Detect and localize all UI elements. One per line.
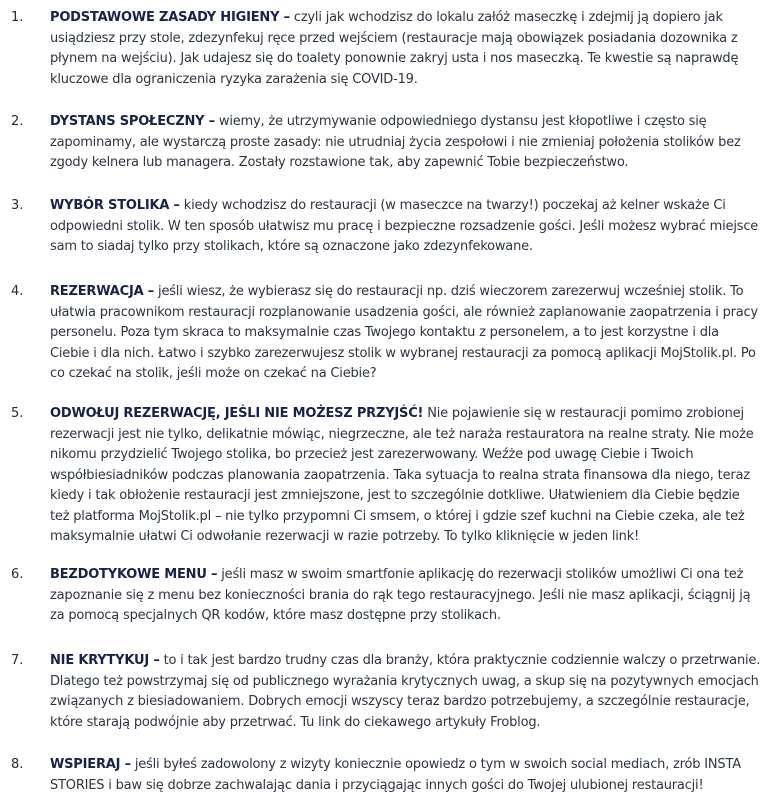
item-title: WSPIERAJ – bbox=[50, 757, 131, 772]
item-number: 5. bbox=[11, 406, 24, 421]
item-text: czyli jak wchodzisz do lokalu załóż maseczkę i zdejmij ją dopiero jak usiądziesz przy stole, zdezynfekuj ręce przed wejściem (restauracje mają obowiązek posiadania dozownika z płynem na wejściu). Jak udajesz się do toalety ponownie zakryj usta i nos maseczką. Te kwestie są naprawdę kluczowe dla ograniczenia ryzyka zarażenia się COVID-19. bbox=[50, 10, 739, 87]
item-text: jeśli byłeś zadowolony z wizyty koniecznie opowiedz o tym w swoich social mediach, zrób INSTA STORIES i baw się dobrze zachwalając dania i przyciągając innych gości do Twojej ulubionej restauracji! bbox=[50, 757, 741, 793]
item-number: 3. bbox=[11, 198, 24, 213]
item-title: DYSTANS SPOŁECZNY – bbox=[50, 114, 215, 129]
item-text: jeśli masz w swoim smartfonie aplikację do rezerwacji stolików umożliwi Ci ona też zapoznanie się z menu bez konieczności brania do rąk tego restauracyjnego. Jeśli nie masz aplikacji, ściągnij ją za pomocą specjalnych QR kodów, które masz dostępne przy stolikach. bbox=[50, 567, 751, 623]
item-body bbox=[50, 651, 762, 733]
item-title: BEZDOTYKOWE MENU – bbox=[50, 567, 218, 582]
item-text: wiemy, że utrzymywanie odpowiedniego dystansu jest kłopotliwe i często się zapominamy, ale wystarczą proste zasady: nie utrudniaj życia zespołowi i nie zmieniaj położenia stolików bez zgody kelnera lub managera. Zostały rozstawione tak, aby zapewnić Tobie bezpieczeństwo. bbox=[50, 114, 741, 170]
item-title: REZERWACJA – bbox=[50, 284, 155, 299]
item-body bbox=[50, 112, 762, 174]
item-title: ODWOŁUJ REZERWACJĘ, JEŚLI NIE MOŻESZ PRZYJŚĆ! bbox=[50, 406, 424, 421]
item-number: 7. bbox=[11, 653, 24, 668]
item-number: 8. bbox=[11, 757, 24, 772]
item-number: 1. bbox=[11, 10, 24, 25]
item-number: 4. bbox=[11, 284, 24, 299]
item-title: WYBÓR STOLIKA – bbox=[50, 198, 180, 213]
item-number: 6. bbox=[11, 567, 24, 582]
item-title: PODSTAWOWE ZASADY HIGIENY – bbox=[50, 10, 290, 25]
item-text: kiedy wchodzisz do restauracji (w maseczce na twarzy!) poczekaj aż kelner wskaże Ci odpowiedni stolik. W ten sposób ułatwisz mu pracę i bezpieczne rozsadzenie gości. Jeśli możesz wybrać miejsce sam to siadaj tylko przy stolikach, które są oznaczone jako zdezynfekowane. bbox=[50, 198, 759, 254]
item-body bbox=[50, 8, 762, 90]
item-text: to i tak jest bardzo trudny czas dla branży, która praktycznie codziennie walczy o przetrwanie. Dlatego też powstrzymaj się od publicznego wyrażania krytycznych uwag, a skup się na pozytywnych emocjach związanych z biesiadowaniem. Dobrych emocji wszyscy teraz bardzo potrzebujemy, a szczególnie restauracje, które starają podwójnie aby przetrwać. Tu link do ciekawego artykuły Froblog. bbox=[50, 653, 761, 730]
item-title: NIE KRYTYKUJ – bbox=[50, 653, 160, 668]
item-text: Nie pojawienie się w restauracji pomimo zrobionej rezerwacji jest nie tylko, delikatnie mówiąc, niegrzeczne, ale też naraża restauratora na realne straty. Nie może nikomu przydzielić Twojego stolika, bo przecież jest zarezerwowany. Weźże pod uwagę Ciebie i Twoich współbiesiadników podczas planowania zaopatrzenia. Taka sytuacja to realna strata finansowa dla niego, teraz kiedy i tak obłożenie restauracji jest zmniejszone, jest to szczególnie dotkliwe. Ułatwieniem dla Ciebie będzie też platforma MojStolik.pl – nie tylko przypomni Ci smsem, o której i gdzie szef kuchni na Ciebie czeka, ale też maksymalnie ułatwi Ci odwołanie rezerwacji w razie potrzeby. To tylko kliknięcie w jeden link! bbox=[50, 406, 754, 544]
item-body bbox=[50, 404, 762, 548]
item-body bbox=[50, 282, 762, 385]
item-number: 2. bbox=[11, 114, 24, 129]
item-text: jeśli wiesz, że wybierasz się do restauracji np. dziś wieczorem zarezerwuj wcześniej stolik. To ułatwia pracownikom restauracji rozplanowanie usadzenia gości, ale również zaplanowanie zaopatrzenia i pracy personelu. Poza tym skraca to maksymalnie czas Twojego kontaktu z personelem, a to jest korzystne i dla Ciebie i dla nich. Łatwo i szybko zarezerwujesz stolik w wybranej restauracji za pomocą aplikacji MojStolik.pl. Po co czekać na stolik, jeśli może on czekać na Ciebie? bbox=[50, 284, 758, 381]
item-body bbox=[50, 755, 762, 796]
item-body bbox=[50, 196, 762, 258]
item-body bbox=[50, 565, 762, 627]
